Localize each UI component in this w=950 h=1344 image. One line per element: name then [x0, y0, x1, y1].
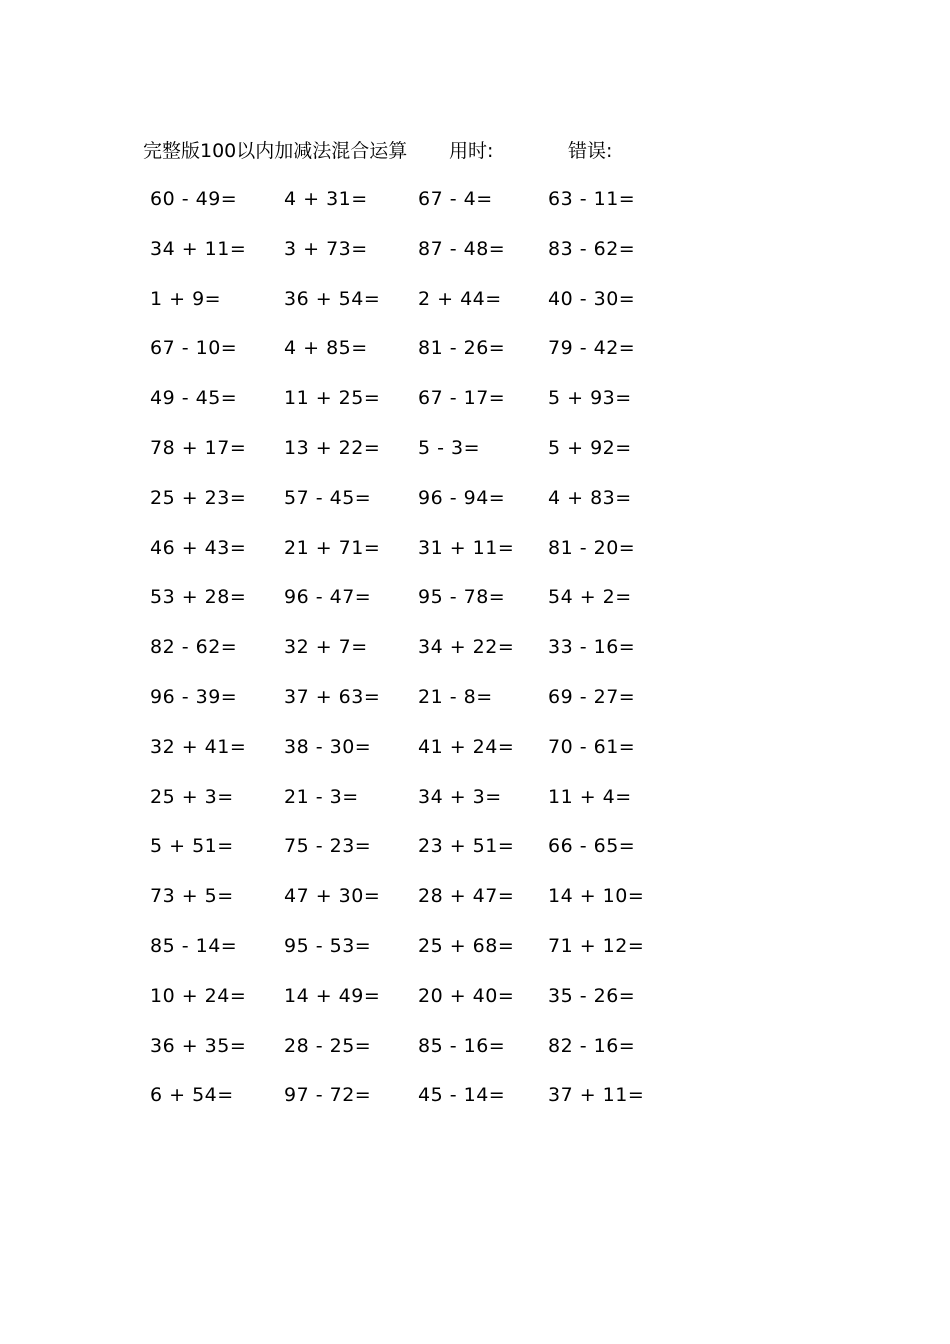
problem-item: 67 - 10=	[150, 337, 238, 360]
problem-item: 34 + 22=	[418, 636, 515, 659]
problem-row	[0, 780, 950, 830]
worksheet-title: 完整版100以内加减法混合运算	[143, 140, 408, 162]
problem-item: 11 + 25=	[284, 387, 381, 410]
problem-item: 71 + 12=	[548, 934, 645, 957]
problem-grid	[0, 182, 950, 1128]
problem-item: 33 - 16=	[548, 636, 636, 659]
problem-item: 4 + 83=	[548, 486, 632, 509]
problem-item: 47 + 30=	[284, 885, 381, 908]
problem-row	[0, 929, 950, 979]
problem-item: 4 + 31=	[284, 188, 368, 210]
problem-row	[0, 680, 950, 730]
problem-item: 23 + 51=	[418, 835, 515, 858]
problem-item: 11 + 4=	[548, 785, 632, 808]
problem-item: 67 - 4=	[418, 188, 493, 210]
problem-item: 73 + 5=	[150, 885, 234, 908]
problem-item: 83 - 62=	[548, 237, 636, 260]
problem-item: 20 + 40=	[418, 984, 515, 1007]
problem-item: 5 + 51=	[150, 835, 234, 858]
problem-item: 21 + 71=	[284, 536, 381, 559]
problem-row	[0, 331, 950, 381]
problem-row	[0, 829, 950, 879]
problem-item: 96 - 47=	[284, 586, 372, 609]
problem-item: 14 + 10=	[548, 885, 645, 908]
problem-row	[0, 381, 950, 431]
problem-item: 60 - 49=	[150, 188, 238, 210]
problem-item: 82 - 62=	[150, 636, 238, 659]
problem-item: 67 - 17=	[418, 387, 506, 410]
problem-item: 53 + 28=	[150, 586, 247, 609]
problem-item: 3 + 73=	[284, 237, 368, 260]
problem-item: 95 - 78=	[418, 586, 506, 609]
problem-item: 79 - 42=	[548, 337, 636, 360]
problem-item: 85 - 14=	[150, 934, 238, 957]
problem-item: 32 + 7=	[284, 636, 368, 659]
problem-item: 97 - 72=	[284, 1084, 372, 1107]
problem-row	[0, 1029, 950, 1079]
problem-row	[0, 531, 950, 581]
problem-item: 37 + 63=	[284, 685, 381, 708]
problem-row	[0, 282, 950, 332]
problem-row	[0, 1078, 950, 1128]
problem-item: 69 - 27=	[548, 685, 636, 708]
errors-label: 错误:	[568, 140, 613, 162]
problem-item: 96 - 39=	[150, 685, 238, 708]
problem-item: 28 + 47=	[418, 885, 515, 908]
problem-item: 78 + 17=	[150, 436, 247, 459]
problem-item: 10 + 24=	[150, 984, 247, 1007]
problem-item: 31 + 11=	[418, 536, 515, 559]
problem-row	[0, 580, 950, 630]
problem-item: 28 - 25=	[284, 1034, 372, 1057]
problem-item: 66 - 65=	[548, 835, 636, 858]
problem-item: 82 - 16=	[548, 1034, 636, 1057]
problem-item: 25 + 23=	[150, 486, 247, 509]
problem-row	[0, 730, 950, 780]
problem-item: 21 - 8=	[418, 685, 493, 708]
problem-item: 81 - 20=	[548, 536, 636, 559]
problem-item: 96 - 94=	[418, 486, 506, 509]
problem-item: 95 - 53=	[284, 934, 372, 957]
problem-item: 1 + 9=	[150, 287, 222, 310]
problem-row	[0, 431, 950, 481]
problem-item: 63 - 11=	[548, 188, 636, 210]
problem-item: 70 - 61=	[548, 735, 636, 758]
time-label: 用时:	[449, 140, 494, 162]
problem-item: 54 + 2=	[548, 586, 632, 609]
problem-item: 87 - 48=	[418, 237, 506, 260]
problem-row	[0, 979, 950, 1029]
problem-item: 35 - 26=	[548, 984, 636, 1007]
problem-item: 32 + 41=	[150, 735, 247, 758]
problem-item: 25 + 3=	[150, 785, 234, 808]
problem-item: 75 - 23=	[284, 835, 372, 858]
problem-item: 41 + 24=	[418, 735, 515, 758]
problem-item: 34 + 3=	[418, 785, 502, 808]
problem-row	[0, 232, 950, 282]
problem-item: 6 + 54=	[150, 1084, 234, 1107]
problem-item: 5 - 3=	[418, 436, 481, 459]
problem-row	[0, 481, 950, 531]
problem-item: 36 + 54=	[284, 287, 381, 310]
problem-item: 25 + 68=	[418, 934, 515, 957]
problem-item: 36 + 35=	[150, 1034, 247, 1057]
problem-row	[0, 182, 950, 232]
problem-item: 5 + 92=	[548, 436, 632, 459]
problem-item: 40 - 30=	[548, 287, 636, 310]
problem-item: 2 + 44=	[418, 287, 502, 310]
problem-item: 34 + 11=	[150, 237, 247, 260]
problem-item: 4 + 85=	[284, 337, 368, 360]
problem-item: 81 - 26=	[418, 337, 506, 360]
problem-item: 13 + 22=	[284, 436, 381, 459]
problem-item: 14 + 49=	[284, 984, 381, 1007]
problem-row	[0, 879, 950, 929]
problem-item: 46 + 43=	[150, 536, 247, 559]
problem-item: 37 + 11=	[548, 1084, 645, 1107]
problem-item: 49 - 45=	[150, 387, 238, 410]
problem-item: 21 - 3=	[284, 785, 359, 808]
problem-row	[0, 630, 950, 680]
problem-item: 57 - 45=	[284, 486, 372, 509]
problem-item: 38 - 30=	[284, 735, 372, 758]
problem-item: 5 + 93=	[548, 387, 632, 410]
problem-item: 85 - 16=	[418, 1034, 506, 1057]
problem-item: 45 - 14=	[418, 1084, 506, 1107]
